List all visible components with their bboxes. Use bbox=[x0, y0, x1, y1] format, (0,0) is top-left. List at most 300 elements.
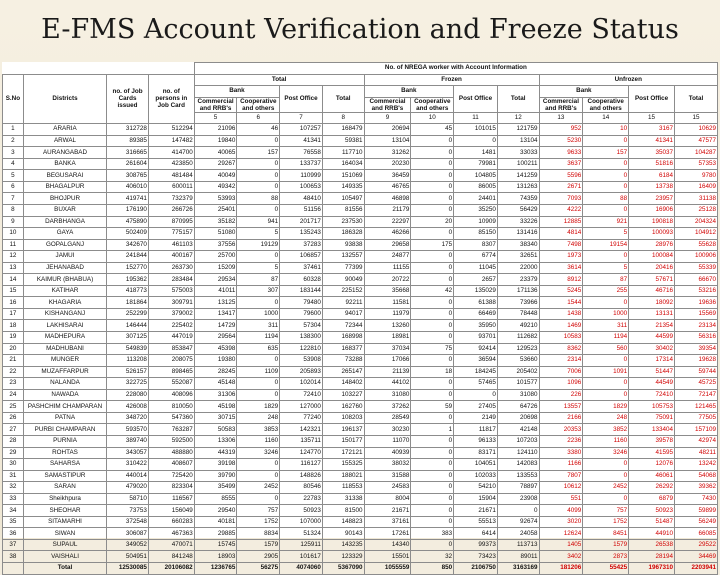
cell-c9: 46765 bbox=[364, 181, 411, 193]
cell-c14: 10 bbox=[583, 124, 629, 136]
table-row bbox=[3, 158, 718, 170]
cell-c10: 18 bbox=[411, 366, 454, 378]
cell-c5: 29267 bbox=[194, 158, 237, 170]
cell-c9: 11979 bbox=[364, 308, 411, 320]
cell-c6: 635 bbox=[237, 343, 280, 355]
cell-c10: 0 bbox=[411, 493, 454, 505]
cell-c16: 23134 bbox=[674, 320, 717, 332]
frozen-post-office-header: Post Office bbox=[454, 86, 498, 113]
cell-persons: 488880 bbox=[148, 447, 194, 459]
cell-c10: 20 bbox=[411, 216, 454, 228]
table-row bbox=[3, 216, 718, 228]
cell-c8: 155325 bbox=[322, 459, 364, 471]
cell-district: GAYA bbox=[23, 228, 106, 240]
cell-c13: 4222 bbox=[539, 205, 583, 217]
cell-c8: 123329 bbox=[322, 551, 364, 563]
cell-c9: 21179 bbox=[364, 205, 411, 217]
cell-c15: 50923 bbox=[629, 505, 675, 517]
column-number: 11 bbox=[454, 112, 498, 124]
cell-district: ROHTAS bbox=[23, 447, 106, 459]
column-number: 5 bbox=[194, 112, 237, 124]
cell-c16: 42974 bbox=[674, 435, 717, 447]
table-row bbox=[3, 228, 718, 240]
cell-c6: 1194 bbox=[237, 332, 280, 344]
cell-c5: 53993 bbox=[194, 193, 237, 205]
cell-c15: 46061 bbox=[629, 470, 675, 482]
cell-c9: 24877 bbox=[364, 251, 411, 263]
cell-persons: 552087 bbox=[148, 378, 194, 390]
cell-c12: 53660 bbox=[497, 355, 539, 367]
cell-jobcards: 343057 bbox=[107, 447, 149, 459]
cell-c13: 2671 bbox=[539, 181, 583, 193]
cell-c14: 1579 bbox=[583, 539, 629, 551]
cell-sno: 23 bbox=[3, 378, 24, 390]
cell-c16: 29522 bbox=[674, 539, 717, 551]
cell-district: ARARIA bbox=[23, 124, 106, 136]
cell-c12: 42148 bbox=[497, 424, 539, 436]
cell-c5: 40181 bbox=[194, 516, 237, 528]
cell-c5: 25401 bbox=[194, 205, 237, 217]
cell-jobcards: 389740 bbox=[107, 435, 149, 447]
cell-c13: 181206 bbox=[539, 562, 583, 574]
cell-c10: 0 bbox=[411, 505, 454, 517]
unfrozen-cooperative-header: Cooperative and others bbox=[583, 97, 629, 112]
cell-persons: 592500 bbox=[148, 435, 194, 447]
cell-c5: 25700 bbox=[194, 251, 237, 263]
cell-c5: 13125 bbox=[194, 297, 237, 309]
cell-c7: 60328 bbox=[280, 274, 323, 286]
table-row bbox=[3, 355, 718, 367]
cell-c13: 7807 bbox=[539, 470, 583, 482]
cell-c6: 0 bbox=[237, 459, 280, 471]
cell-c11: 36594 bbox=[454, 355, 498, 367]
cell-persons: 400167 bbox=[148, 251, 194, 263]
cell-c8: 72344 bbox=[322, 320, 364, 332]
cell-c9: 46898 bbox=[364, 193, 411, 205]
cell-c5: 19380 bbox=[194, 355, 237, 367]
cell-c6: 8834 bbox=[237, 528, 280, 540]
cell-district: ARWAL bbox=[23, 135, 106, 147]
cell-jobcards: 152770 bbox=[107, 262, 149, 274]
cell-c16: 72147 bbox=[674, 389, 717, 401]
cell-c13: 5245 bbox=[539, 285, 583, 297]
cell-persons: 20106082 bbox=[148, 562, 194, 574]
cell-c5: 18903 bbox=[194, 551, 237, 563]
jobcards-header: no. of Job Cards issued bbox=[107, 74, 149, 124]
table-row bbox=[3, 274, 718, 286]
cell-c10: 75 bbox=[411, 343, 454, 355]
cell-district: LAKHISARAI bbox=[23, 320, 106, 332]
cell-c9: 38032 bbox=[364, 459, 411, 471]
cell-c8: 90049 bbox=[322, 274, 364, 286]
cell-c13: 13557 bbox=[539, 401, 583, 413]
cell-c6: 56275 bbox=[237, 562, 280, 574]
cell-c12: 78897 bbox=[497, 482, 539, 494]
cell-c14: 0 bbox=[583, 181, 629, 193]
cell-c8: 172121 bbox=[322, 447, 364, 459]
cell-c12: 142083 bbox=[497, 459, 539, 471]
cell-c10: 1 bbox=[411, 424, 454, 436]
cell-sno: 2 bbox=[3, 135, 24, 147]
cell-persons: 775157 bbox=[148, 228, 194, 240]
cell-c16: 157109 bbox=[674, 424, 717, 436]
cell-c13: 952 bbox=[539, 124, 583, 136]
sno-header: S.No bbox=[3, 74, 24, 124]
column-number: 15 bbox=[629, 112, 675, 124]
cell-c6: 0 bbox=[237, 297, 280, 309]
cell-c6: 0 bbox=[237, 205, 280, 217]
cell-c7: 37283 bbox=[280, 239, 323, 251]
cell-c6: 19129 bbox=[237, 239, 280, 251]
cell-c9: 37034 bbox=[364, 343, 411, 355]
cell-c8: 77399 bbox=[322, 262, 364, 274]
cell-c12: 33033 bbox=[497, 147, 539, 159]
cell-c6: 1829 bbox=[237, 401, 280, 413]
cell-c11: 184245 bbox=[454, 366, 498, 378]
cell-c11: 0 bbox=[454, 135, 498, 147]
cell-c13: 7006 bbox=[539, 366, 583, 378]
cell-c7: 80546 bbox=[280, 482, 323, 494]
cell-c16: 19636 bbox=[674, 297, 717, 309]
cell-c14: 2452 bbox=[583, 482, 629, 494]
cell-c14: 0 bbox=[583, 251, 629, 263]
cell-jobcards: 73753 bbox=[107, 505, 149, 517]
cell-c9: 30230 bbox=[364, 424, 411, 436]
table-row bbox=[3, 193, 718, 205]
cell-c11: 102033 bbox=[454, 470, 498, 482]
cell-jobcards: 228080 bbox=[107, 389, 149, 401]
column-number: 13 bbox=[539, 112, 583, 124]
cell-c14: 19154 bbox=[583, 239, 629, 251]
cell-district: PATNA bbox=[23, 412, 106, 424]
cell-c15: 72410 bbox=[629, 389, 675, 401]
cell-c6: 0 bbox=[237, 135, 280, 147]
cell-c12: 13104 bbox=[497, 135, 539, 147]
cell-c12: 23908 bbox=[497, 493, 539, 505]
cell-c14: 248 bbox=[583, 412, 629, 424]
table-row bbox=[3, 205, 718, 217]
cell-jobcards: 593570 bbox=[107, 424, 149, 436]
cell-c10: 0 bbox=[411, 181, 454, 193]
cell-c10: 0 bbox=[411, 355, 454, 367]
cell-c5: 21096 bbox=[194, 124, 237, 136]
cell-jobcards: 312728 bbox=[107, 124, 149, 136]
cell-c10: 0 bbox=[411, 251, 454, 263]
cell-c15: 20416 bbox=[629, 262, 675, 274]
cell-c13: 12885 bbox=[539, 216, 583, 228]
cell-c14: 3246 bbox=[583, 447, 629, 459]
cell-district: MUNGER bbox=[23, 355, 106, 367]
cell-c12: 171136 bbox=[497, 285, 539, 297]
cell-district: BHAGALPUR bbox=[23, 181, 106, 193]
persons-header: no. of persons in Job Card bbox=[148, 74, 194, 124]
cell-c6: 1109 bbox=[237, 366, 280, 378]
cell-c11: 66469 bbox=[454, 308, 498, 320]
cell-c16: 25128 bbox=[674, 205, 717, 217]
cell-district: KATIHAR bbox=[23, 285, 106, 297]
cell-persons: 841248 bbox=[148, 551, 194, 563]
cell-c9: 17066 bbox=[364, 355, 411, 367]
cell-c14: 0 bbox=[583, 493, 629, 505]
cell-c16: 104912 bbox=[674, 228, 717, 240]
cell-district: PURNIA bbox=[23, 435, 106, 447]
cell-district: GOPALGANJ bbox=[23, 239, 106, 251]
cell-c10: 0 bbox=[411, 228, 454, 240]
cell-c7: 51324 bbox=[280, 528, 323, 540]
cell-c16: 55628 bbox=[674, 239, 717, 251]
cell-c13: 10583 bbox=[539, 332, 583, 344]
cell-c5: 29564 bbox=[194, 332, 237, 344]
cell-c10: 0 bbox=[411, 332, 454, 344]
cell-c6: 0 bbox=[237, 355, 280, 367]
cell-c14: 560 bbox=[583, 343, 629, 355]
column-number: 10 bbox=[411, 112, 454, 124]
cell-district: KHAGARIA bbox=[23, 297, 106, 309]
cell-c10: 0 bbox=[411, 435, 454, 447]
cell-district: AURANGABAD bbox=[23, 147, 106, 159]
cell-c8: 103227 bbox=[322, 389, 364, 401]
cell-c14: 757 bbox=[583, 505, 629, 517]
cell-c6: 1000 bbox=[237, 308, 280, 320]
cell-c6: 0 bbox=[237, 493, 280, 505]
cell-c11: 6414 bbox=[454, 528, 498, 540]
total-group-header: Total bbox=[194, 74, 364, 86]
column-number: 14 bbox=[583, 112, 629, 124]
column-number: 15 bbox=[674, 112, 717, 124]
cell-c13: 1544 bbox=[539, 297, 583, 309]
cell-c15: 41595 bbox=[629, 447, 675, 459]
table-row bbox=[3, 539, 718, 551]
cell-persons: 408096 bbox=[148, 389, 194, 401]
cell-jobcards: 12530085 bbox=[107, 562, 149, 574]
cell-jobcards: 308765 bbox=[107, 170, 149, 182]
cell-c13: 10612 bbox=[539, 482, 583, 494]
cell-c15: 13131 bbox=[629, 308, 675, 320]
total-bank-header: Bank bbox=[194, 86, 279, 98]
unfrozen-commercial-header: Commercial and RRB's bbox=[539, 97, 583, 112]
cell-c9: 8004 bbox=[364, 493, 411, 505]
cell-c8: 81556 bbox=[322, 205, 364, 217]
cell-c5: 40065 bbox=[194, 147, 237, 159]
cell-c6: 0 bbox=[237, 389, 280, 401]
cell-c9: 40939 bbox=[364, 447, 411, 459]
cell-c11: 96133 bbox=[454, 435, 498, 447]
cell-district: Sheikhpura bbox=[23, 493, 106, 505]
cell-c11: 10909 bbox=[454, 216, 498, 228]
cell-c16: 104287 bbox=[674, 147, 717, 159]
cell-c8: 31338 bbox=[322, 493, 364, 505]
cell-c8: 164034 bbox=[322, 158, 364, 170]
cell-sno: 31 bbox=[3, 470, 24, 482]
cell-district: PURBI CHAMPARAN bbox=[23, 424, 106, 436]
cell-c10: 0 bbox=[411, 539, 454, 551]
cell-c10: 42 bbox=[411, 285, 454, 297]
cell-c8: 105497 bbox=[322, 193, 364, 205]
cell-c6: 5 bbox=[237, 228, 280, 240]
cell-c5: 1236765 bbox=[194, 562, 237, 574]
cell-persons: 447019 bbox=[148, 332, 194, 344]
cell-c14: 0 bbox=[583, 158, 629, 170]
cell-c9: 17261 bbox=[364, 528, 411, 540]
cell-persons: 600011 bbox=[148, 181, 194, 193]
cell-c11: 104805 bbox=[454, 170, 498, 182]
cell-sno: 18 bbox=[3, 320, 24, 332]
cell-c13: 4099 bbox=[539, 505, 583, 517]
cell-c5: 50583 bbox=[194, 424, 237, 436]
cell-c7: 138300 bbox=[280, 332, 323, 344]
cell-sno: 21 bbox=[3, 355, 24, 367]
cell-c9: 22297 bbox=[364, 216, 411, 228]
cell-c13: 8912 bbox=[539, 274, 583, 286]
cell-c8: 149335 bbox=[322, 181, 364, 193]
cell-c13: 1469 bbox=[539, 320, 583, 332]
cell-c7: 51156 bbox=[280, 205, 323, 217]
cell-c6: 0 bbox=[237, 470, 280, 482]
cell-persons: 225402 bbox=[148, 320, 194, 332]
cell-persons: 898465 bbox=[148, 366, 194, 378]
cell-c16: 39362 bbox=[674, 482, 717, 494]
cell-c7: 41341 bbox=[280, 135, 323, 147]
cell-c13: 2314 bbox=[539, 355, 583, 367]
cell-jobcards: 181864 bbox=[107, 297, 149, 309]
cell-c7: 37461 bbox=[280, 262, 323, 274]
cell-jobcards: 502409 bbox=[107, 228, 149, 240]
cell-c5: 29540 bbox=[194, 505, 237, 517]
cell-c6: 0 bbox=[237, 181, 280, 193]
cell-persons: 575003 bbox=[148, 285, 194, 297]
cell-c11: 6774 bbox=[454, 251, 498, 263]
cell-sno: 38 bbox=[3, 551, 24, 563]
cell-c5: 15745 bbox=[194, 539, 237, 551]
cell-c6: 87 bbox=[237, 274, 280, 286]
cell-c10: 0 bbox=[411, 482, 454, 494]
cell-jobcards: 58710 bbox=[107, 493, 149, 505]
cell-district: SIWAN bbox=[23, 528, 106, 540]
cell-c5: 45198 bbox=[194, 401, 237, 413]
cell-sno: 37 bbox=[3, 539, 24, 551]
cell-c10: 45 bbox=[411, 124, 454, 136]
cell-c12: 33226 bbox=[497, 216, 539, 228]
district-header: Districts bbox=[23, 74, 106, 124]
cell-sno: 25 bbox=[3, 401, 24, 413]
cell-c5: 35182 bbox=[194, 216, 237, 228]
cell-c7: 100653 bbox=[280, 181, 323, 193]
cell-c8: 237530 bbox=[322, 216, 364, 228]
cell-c11: 1481 bbox=[454, 147, 498, 159]
cell-c14: 0 bbox=[583, 459, 629, 471]
cell-c16: 39354 bbox=[674, 343, 717, 355]
cell-c11: 27405 bbox=[454, 401, 498, 413]
cell-c12: 64726 bbox=[497, 401, 539, 413]
cell-c16: 31138 bbox=[674, 193, 717, 205]
cell-c12: 89011 bbox=[497, 551, 539, 563]
total-post-office-header: Post Office bbox=[280, 86, 323, 113]
cell-c9: 20694 bbox=[364, 124, 411, 136]
cell-c13: 1438 bbox=[539, 308, 583, 320]
cell-c9: 31262 bbox=[364, 147, 411, 159]
cell-sno: 13 bbox=[3, 262, 24, 274]
cell-jobcards: 349052 bbox=[107, 539, 149, 551]
cell-c13: 7093 bbox=[539, 193, 583, 205]
cell-c12: 32651 bbox=[497, 251, 539, 263]
cell-sno: 26 bbox=[3, 412, 24, 424]
cell-c7: 122810 bbox=[280, 343, 323, 355]
cell-c5: 30715 bbox=[194, 412, 237, 424]
cell-sno: 28 bbox=[3, 435, 24, 447]
cell-c16: 121465 bbox=[674, 401, 717, 413]
unfrozen-post-office-header: Post Office bbox=[629, 86, 675, 113]
column-number: 6 bbox=[237, 112, 280, 124]
cell-c8: 117710 bbox=[322, 147, 364, 159]
cell-c8: 196137 bbox=[322, 424, 364, 436]
cell-c11: 92414 bbox=[454, 343, 498, 355]
cell-c6: 0 bbox=[237, 378, 280, 390]
cell-c16: 45725 bbox=[674, 378, 717, 390]
table-row bbox=[3, 435, 718, 447]
cell-c15: 3167 bbox=[629, 124, 675, 136]
cell-district: BANKA bbox=[23, 158, 106, 170]
cell-district: VAISHALI bbox=[23, 551, 106, 563]
cell-district: PASHCHIM CHAMPARAN bbox=[23, 401, 106, 413]
cell-c16: 55339 bbox=[674, 262, 717, 274]
cell-persons: 283484 bbox=[148, 274, 194, 286]
cell-c5: 39790 bbox=[194, 470, 237, 482]
cell-c5: 31306 bbox=[194, 389, 237, 401]
cell-c14: 0 bbox=[583, 205, 629, 217]
cell-c5: 51080 bbox=[194, 228, 237, 240]
cell-c6: 0 bbox=[237, 251, 280, 263]
cell-c5: 35499 bbox=[194, 482, 237, 494]
cell-c12: 141259 bbox=[497, 170, 539, 182]
cell-persons: 156049 bbox=[148, 505, 194, 517]
cell-c10: 0 bbox=[411, 516, 454, 528]
cell-c5: 29885 bbox=[194, 528, 237, 540]
cell-c6: 0 bbox=[237, 158, 280, 170]
cell-c15: 28976 bbox=[629, 239, 675, 251]
cell-c9: 28549 bbox=[364, 412, 411, 424]
cell-c9: 11581 bbox=[364, 297, 411, 309]
cell-c13: 3402 bbox=[539, 551, 583, 563]
cell-c11: 15904 bbox=[454, 493, 498, 505]
cell-c9: 21671 bbox=[364, 505, 411, 517]
cell-c13: 1973 bbox=[539, 251, 583, 263]
cell-c16: 53216 bbox=[674, 285, 717, 297]
cell-district: Total bbox=[23, 562, 106, 574]
cell-c14: 1752 bbox=[583, 516, 629, 528]
cell-c10: 59 bbox=[411, 401, 454, 413]
cell-c16: 10629 bbox=[674, 124, 717, 136]
cell-c14: 1194 bbox=[583, 332, 629, 344]
cell-c11: 0 bbox=[454, 389, 498, 401]
cell-persons: 660283 bbox=[148, 516, 194, 528]
cell-c9: 24583 bbox=[364, 482, 411, 494]
cell-c12: 0 bbox=[497, 505, 539, 517]
cell-c7: 124770 bbox=[280, 447, 323, 459]
cell-c14: 157 bbox=[583, 147, 629, 159]
cell-c8: 148823 bbox=[322, 516, 364, 528]
cell-c10: 0 bbox=[411, 135, 454, 147]
table-row bbox=[3, 343, 718, 355]
cell-c15: 44549 bbox=[629, 378, 675, 390]
cell-c6: 1752 bbox=[237, 516, 280, 528]
table-row bbox=[3, 135, 718, 147]
cell-c9: 11070 bbox=[364, 435, 411, 447]
cell-c15: 46716 bbox=[629, 285, 675, 297]
cell-c10: 0 bbox=[411, 320, 454, 332]
cell-c7: 50923 bbox=[280, 505, 323, 517]
cell-c9: 21139 bbox=[364, 366, 411, 378]
cell-c12: 56429 bbox=[497, 205, 539, 217]
